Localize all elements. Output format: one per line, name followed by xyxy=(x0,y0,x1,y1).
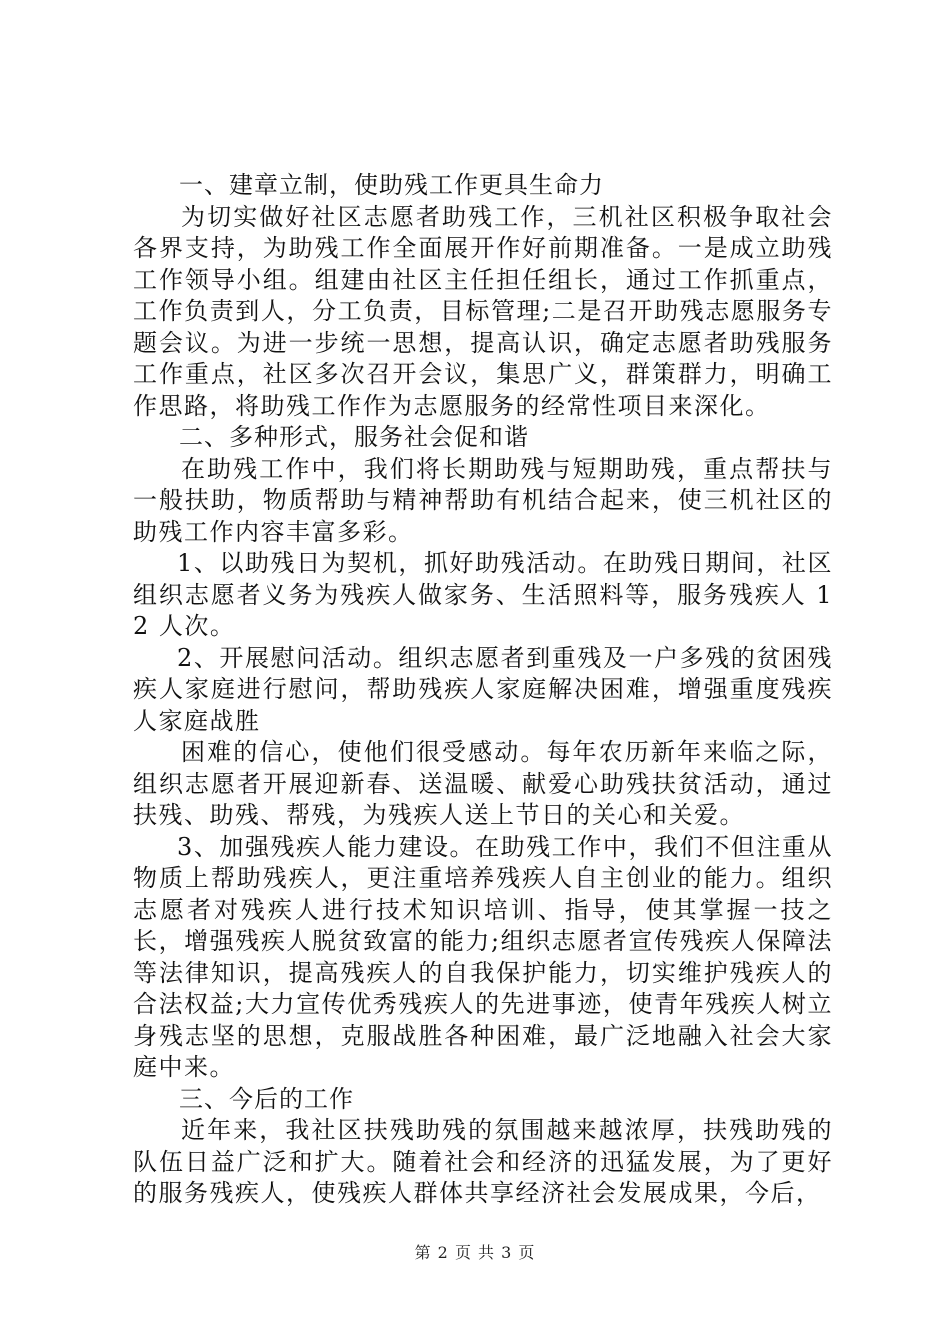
numbered-item-2: 2、开展慰问活动。组织志愿者到重残及一户多残的贫困残疾人家庭进行慰问，帮助残疾人家庭解决困难，增强重度残疾人家庭战胜 xyxy=(133,643,833,735)
section-heading-2: 二、多种形式，服务社会促和谐 xyxy=(179,423,529,451)
paragraph-1: 为切实做好社区志愿者助残工作，三机社区积极争取社会各界支持，为助残工作全面展开作好前期准备。一是成立助残工作领导小组。组建由社区主任担任组长，通过工作抓重点，工作负责到人，分工负责，目标管理;二是召开助残志愿服务专题会议。为进一步统一思想，提高认识，确定志愿者助残服务工作重点，社区多次召开会议，集思广义，群策群力，明确工作思路，将助残工作作为志愿服务的经常性项目来深化。 xyxy=(133,202,833,420)
numbered-item-1: 1、以助残日为契机，抓好助残活动。在助残日期间，社区组织志愿者义务为残疾人做家务、生活照料等，服务残疾人 12 人次。 xyxy=(133,549,833,640)
page-footer: 第 2 页 共 3 页 xyxy=(414,1243,536,1262)
paragraph-2: 在助残工作中，我们将长期助残与短期助残，重点帮扶与一般扶助，物质帮助与精神帮助有机结合起来，使三机社区的助残工作内容丰富多彩。 xyxy=(133,454,833,546)
document-body xyxy=(133,170,833,1210)
section-heading-1: 一、建章立制，使助残工作更具生命力 xyxy=(179,171,604,199)
paragraph-continuation: 困难的信心，使他们很受感动。每年农历新年来临之际，组织志愿者开展迎新春、送温暖、献爱心助残扶贫活动，通过扶残、助残、帮残，为残疾人送上节日的关心和关爱。 xyxy=(133,738,833,829)
section-heading-3: 三、今后的工作 xyxy=(179,1084,354,1113)
numbered-item-3: 3、加强残疾人能力建设。在助残工作中，我们不但注重从物质上帮助残疾人，更注重培养残疾人自主创业的能力。组织志愿者对残疾人进行技术知识培训、指导，使其掌握一技之长，增强残疾人脱贫致富的能力;组织志愿者宣传残疾人保障法等法律知识，提高残疾人的自我保护能力，切实维护残疾人的合法权益;大力宣传优秀残疾人的先进事迹，使青年残疾人树立身残志坚的思想，克服战胜各种困难，最广泛地融入社会大家庭中来。 xyxy=(133,832,833,1081)
paragraph-3: 近年来，我社区扶残助残的氛围越来越浓厚，扶残助残的队伍日益广泛和扩大。随着社会和经济的迅猛发展，为了更好的服务残疾人，使残疾人群体共享经济社会发展成果，今后， xyxy=(133,1116,833,1207)
